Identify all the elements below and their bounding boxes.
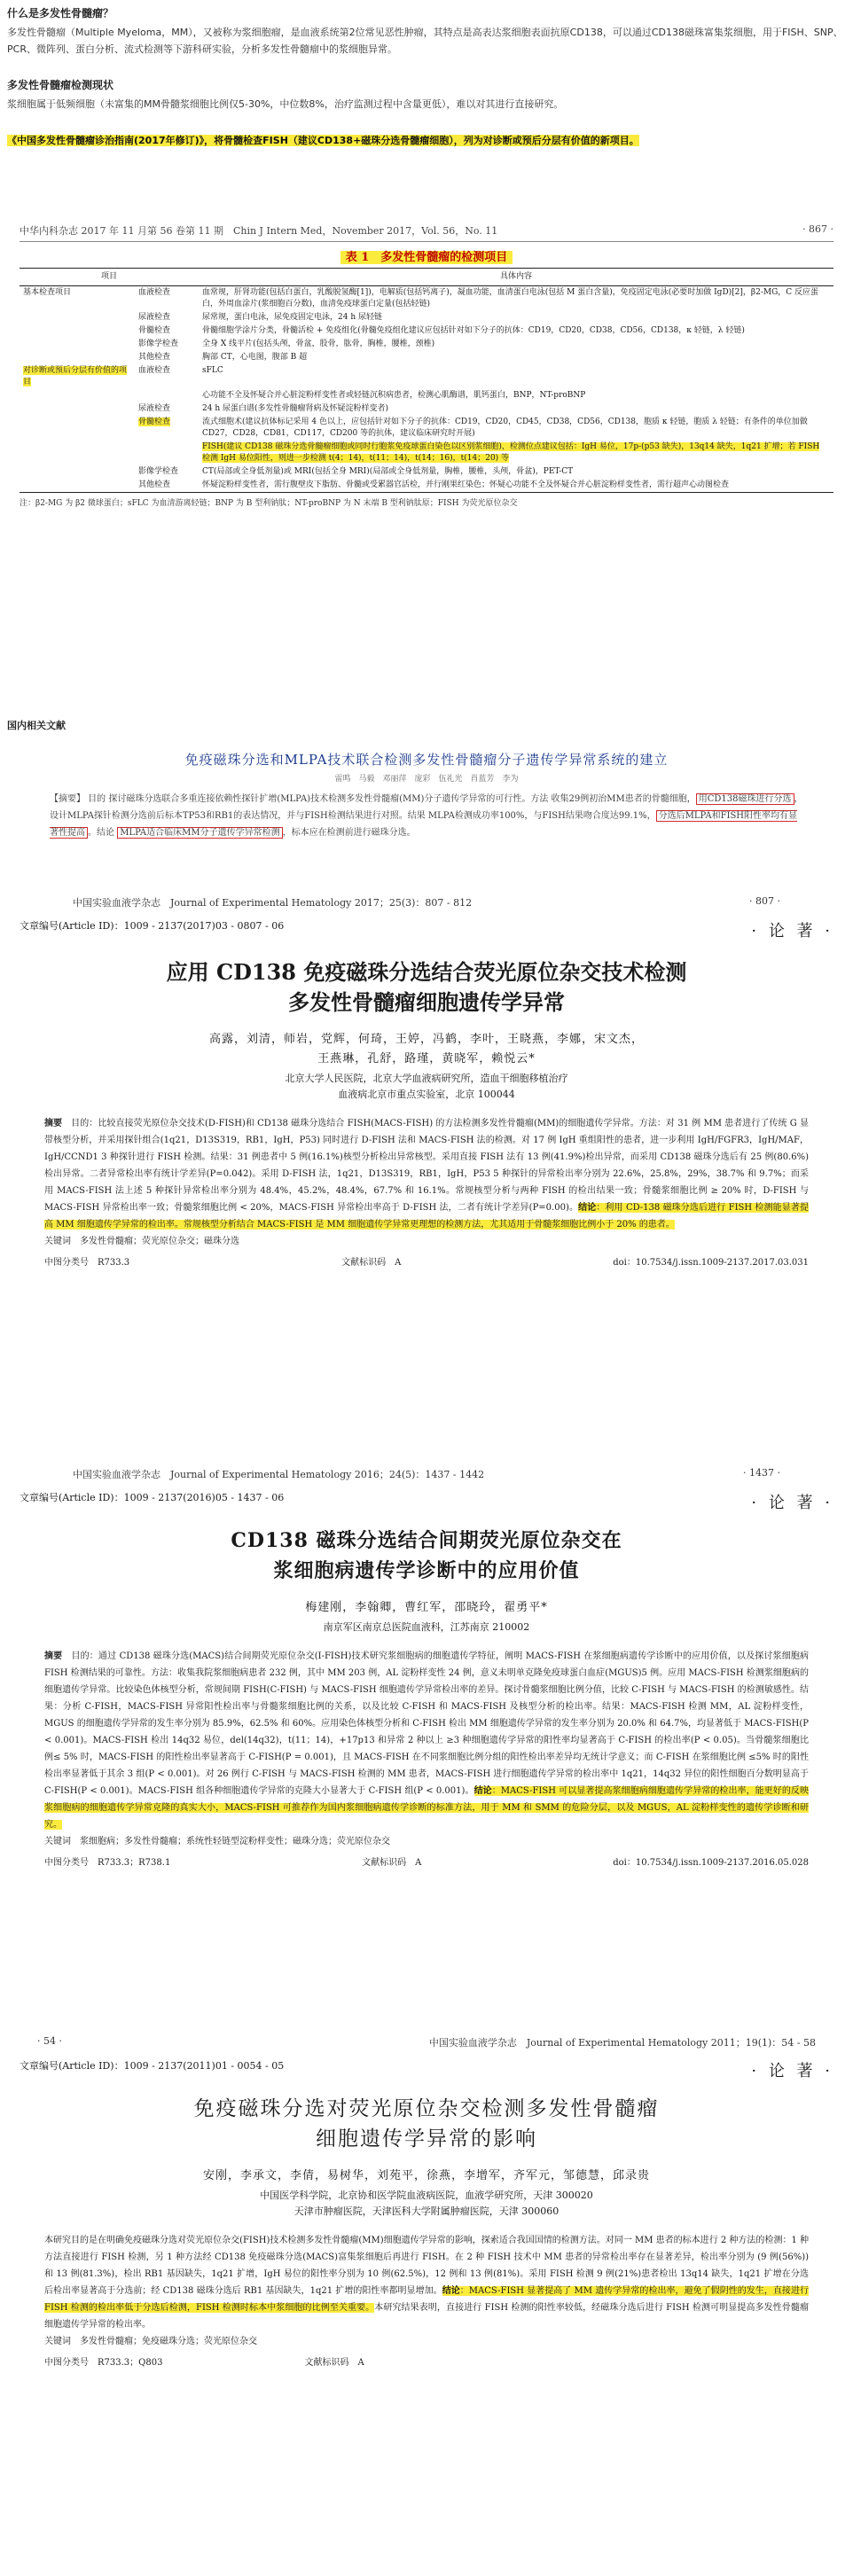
article-number-row [20,1490,833,1513]
journal-name: 中国实验血液学杂志 Journal of Experimental Hematology 2011；19(1)：54 - 58 [428,2037,816,2049]
journal-header [20,223,833,242]
abstract-text: 【摘要】 目的 探讨磁珠分选联合多重连接依赖性探针扩增(MLPA)技术检测多发性骨髓瘤(MM)分子遗传学异常的可行性。方法 收集29例初治MM患者的骨髓细胞， [50,794,696,804]
conclusion-text: ：利用 CD-138 磁珠分选后进行 FISH 检测能显著提高 MM 细胞遗传学异常的检出率。常规核型分析结合 MACS-FISH 是 MM 细胞遗传学异常更理想的检测方法，尤其适用于骨髓浆细胞比例小于 20% 的患者。 [44,1203,809,1229]
table-cell-content [199,441,833,465]
journal-line [20,895,833,909]
paper-mlpa-abstract [20,791,833,841]
document-code: 文献标识码 A [362,1858,422,1868]
table-row [20,416,833,441]
paper-authors: 安刚，李承文，李倩，易树华，刘苑平，徐燕，李增军，齐军元，邹德慧，邱录贵 [202,2169,650,2182]
article-number-row [20,918,833,941]
table-row [20,364,833,389]
table-caption-number: 表 1 [345,251,370,264]
abstract-text: 目的：通过 CD138 磁珠分选(MACS)结合间期荧光原位杂交(I-FISH)技术研究浆细胞病的细胞遗传学特征，阐明 MACS-FISH 在浆细胞病遗传学诊断中的应用价值，以及探讨浆细胞病 FISH 检测结果的可靠性。方法：收集我院浆细胞病患者 232 例，其中 MM 203 例，AL 淀粉样变性 24 例，意义未明单克隆免疫球蛋白血症(MGUS)5 例。应用 MACS-FISH 检测浆细胞病的细胞遗传学异常。比较染色体核型分析，常规间期 FISH(C-FISH) 与 MACS-FISH 细胞遗传学异常检出率的差异。探讨骨髓浆细胞比例分值，比较 C-FISH 与 MACS-FISH 的检测敏感性。结果：分析 C-FISH，MACS-FISH 异常阳性检出率与骨髓浆细胞比例的关系，以及比较 C-FISH 和 MACS-FISH 及核型分析的检出率。结果：MACS-FISH 检测 MM，AL 淀粉样变性，MGUS 的细胞遗传学异常的发生率分别为 85.9%，62.5% 和 60%。应用染色体核型分析和 C-FISH 检出 MM 细胞遗传学异常的发生率分别为 20.0% 和 64.7%，均显著低于 MACS-FISH(P < 0.001)。MACS-FISH 检出 14q32 易位，del(14q32)，t(11；14)，+17p13 和异常 2 种以上 ≥3 种细胞遗传学异常的阳性率均显著高于 C-FISH 的检出率(P < 0.05)。当骨髓浆细胞比例≤ 5% 时，MACS-FISH 的阳性检出率显著高于 C-FISH(P = 0.001)，且 MACS-FISH 在不同浆细胞比例分组的阳性检出率差异均无统计学意义；而 C-FISH 在浆细胞比例 ≤5% 时的阳性检出率显著低于其余 3 组(P < 0.001)。对 26 例行 C-FISH 与 MACS-FISH 检测的 MM 患者，MACS-FISH 进行细胞遗传学异常的检出率中 1q21，14q32 异位的阳性细胞百分数明显高于 C-FISH(P < 0.001)。MACS-FISH 组各种细胞遗传学异常的克隆大小显著大于 C-FISH 组(P < 0.001)。 [44,1651,809,1796]
paper-macs-2011 [20,2035,833,2368]
paper-abstract [20,2232,833,2333]
table-row [20,441,833,465]
table-cell-subcategory [135,441,199,465]
content-text: FISH(建议 CD138 磁珠分选骨髓瘤细胞或同时行胞浆免疫球蛋白染色以区别浆细胞)，检测位点建议包括：IgH 易位，17p-(p53 缺失)，13q14 缺失，1q21 扩增；若 FISH 检测 IgH 易位阳性，则进一步检测 t(4；14)，t(11；14)，t(14；16)，t(14；20) 等 [202,442,820,463]
document-code: 文献标识码 A [304,2358,364,2368]
table-row [20,351,833,364]
table-cell-subcategory [135,402,199,416]
table-cell-subcategory [135,389,199,402]
affiliation-line-2: 血液病北京市重点实验室，北京 100044 [338,1089,515,1100]
table-cell-subcategory [135,324,199,338]
table-body [20,286,833,493]
intro-section [7,5,846,149]
content-text: 血常规，肝肾功能(包括白蛋白，乳酸脱氢酶[1])，电解质(包括钙离子)，凝血功能，血清蛋白电泳(包括 M 蛋白含量)，免疫固定电泳(必要时加做 IgD)[2]，β2-MG，C 反应蛋白，外周血涂片(浆细胞百分数)，血清免疫球蛋白定量(包括轻链) [202,288,819,308]
table-row [20,479,833,493]
table-cell-category [20,364,135,389]
intro-paragraph-2: 浆细胞属于低频细胞（未富集的MM骨髓浆细胞比例仅5-30%，中位数8%，治疗监测过程中含量更低），难以对其进行直接研究。 [7,98,564,110]
table-cell-category [20,338,135,351]
table-cell-content [199,402,833,416]
table-row [20,338,833,351]
table-header-content: 具体内容 [199,269,833,286]
abstract-label: 摘要 [44,1119,63,1128]
document-code: 文献标识码 A [341,1258,402,1268]
classification-code: 中图分类号 R733.3；Q803 [44,2358,163,2368]
domestic-literature-label: 国内相关文献 [7,720,66,731]
conclusion-text: ：MACS-FISH 可以显著提高浆细胞病细胞遗传学异常的检出率，能更好的反映浆细胞病的细胞遗传学异常克隆的真实大小，MACS-FISH 可推荐作为国内浆细胞病遗传学诊断的标准方法，用于 MM 和 SMM 的危险分层，以及 MGUS，AL 淀粉样变性的遗传学诊断和研究。 [44,1786,810,1830]
highlight-box-positive-rate: 分选后MLPA和FISH阳性率均有显著性提高 [50,811,798,838]
paper-title-line-1: 免疫磁珠分选对荧光原位杂交检测多发性骨髓瘤 [193,2097,660,2120]
table-header-item: 项目 [20,269,199,286]
subcategory-label: 其他检查 [138,480,171,489]
paper-keywords: 关键词 多发性骨髓瘤；荧光原位杂交；磁珠分选 [44,1237,239,1246]
subcategory-label: 其他检查 [138,353,171,362]
paper-cd138-2016 [20,1467,833,1868]
table-caption-text: 多发性骨髓瘤的检测项目 [380,251,508,264]
table-row [20,402,833,416]
subcategory-label: 骨髓检查 [138,326,171,335]
highlighted-category: 对诊断或预后分层有价值的项目 [23,366,128,386]
table-cell-category [20,479,135,493]
abstract-text: ，标本应在检测前进行磁珠分选。 [282,828,416,838]
table-cell-subcategory [135,286,199,312]
table-cell-content [199,416,833,441]
table-cell-content [199,389,833,402]
authors-line-1: 高露，刘清，师岩，党辉，何琦，王婷，冯鹤，李叶，王晓燕，李娜，宋文杰， [208,1033,644,1046]
table-cell-category [20,389,135,402]
abstract-tail: 本研究结果表明，直接进行 FISH 检测的阳性率较低，经磁珠分选后进行 FISH 检测可明显提高多发性骨髓瘤细胞遗传学异常的检出率。 [44,2303,809,2330]
table-cell-category [20,416,135,441]
guideline-statement [7,132,846,149]
table-cell-category [20,441,135,465]
table-cell-subcategory [135,364,199,389]
content-text: 尿常规，蛋白电泳，尿免疫固定电泳，24 h 尿轻链 [202,313,382,322]
affiliation-line-2: 天津市肿瘤医院，天津医科大学附属肿瘤医院，天津 300060 [293,2205,560,2217]
table-caption [20,247,833,264]
table-cell-content [199,324,833,338]
table-cell-content [199,364,833,389]
table-cell-subcategory [135,416,199,441]
table-cell-content [199,311,833,324]
article-number-row [20,2058,833,2081]
journal-line [20,2035,833,2049]
intro-question-2: 多发性骨髓瘤检测现状 [7,79,114,91]
paper-title-line-2: 浆细胞病遗传学诊断中的应用价值 [273,1559,580,1582]
content-text: 24 h 尿蛋白谱(多发性骨髓瘤肾病及怀疑淀粉样变者) [202,404,388,413]
content-text: 骨髓细胞学涂片分类，骨髓活检 + 免疫组化(骨髓免疫组化建议应包括针对如下分子的抗体：CD19，CD20，CD38，CD56，CD138，κ 轻链，λ 轻链) [202,326,745,335]
journal-name: 中国实验血液学杂志 Journal of Experimental Hematology 2016；24(5)：1437 - 1442 [73,1469,485,1480]
highlight-box-conclusion: MLPA适合临床MM分子遗传学异常检测 [117,827,282,839]
highlight-box-sorting: 用CD138磁珠进行分选 [696,793,794,805]
doi: doi：10.7534/j.issn.1009-2137.2017.03.031 [613,1258,809,1268]
paper-title-line-2: 细胞遗传学异常的影响 [316,2127,537,2151]
article-type-tag: · 论 著 · [751,922,833,941]
paper-classification [20,2354,833,2368]
table-cell-category [20,402,135,416]
doi: doi：10.7534/j.issn.1009-2137.2016.05.028 [613,1858,809,1868]
table-cell-subcategory [135,311,199,324]
table-cell-subcategory [135,338,199,351]
table-cell-subcategory [135,465,199,479]
journal-header-right: · 867 · [802,223,833,235]
subcategory-label: 尿液检查 [138,404,171,413]
authors-line-2: 王燕琳，孔舒，路瑾，黄晓军，赖悦云* [317,1052,536,1066]
conclusion-text: ：MACS-FISH 显著提高了 MM 遗传学异常的检出率，避免了假阴性的发生，直接进行 FISH 检测的检出率低于分选后检测，FISH 检测时标本中浆细胞的比例至关重要。 [44,2286,809,2313]
paper-authors [20,1030,833,1069]
paper-keywords: 关键词 浆细胞病；多发性骨髓瘤；系统性轻链型淀粉样变性；磁珠分选；荧光原位杂交 [44,1837,390,1846]
table-cell-category [20,324,135,338]
paper-affiliation [20,2188,833,2220]
paper-title [20,2094,833,2154]
article-type-tag: · 论 著 · [751,2062,833,2080]
article-type-tag: · 论 著 · [751,1494,833,1512]
table-cell-subcategory [135,479,199,493]
article-number: 文章编号(Article ID)：1009 - 2137(2011)01 - 0054 - 05 [20,2060,285,2072]
detection-items-table [20,268,833,493]
subcategory-label: 血液检查 [138,366,171,375]
subcategory-label: 影像学检查 [138,467,179,476]
abstract-label: 摘要 [44,1651,63,1661]
article-number: 文章编号(Article ID)：1009 - 2137(2016)05 - 1437 - 06 [20,1492,285,1503]
table-cell-category: 基本检查项目 [23,288,72,297]
table-row [20,311,833,324]
guideline-highlight: 《中国多发性骨髓瘤诊治指南(2017年修订)》，将骨髓检查FISH（建议CD138+磁珠分选骨髓瘤细胞），列为对诊断或预后分层有价值的新项目。 [7,135,639,146]
conclusion-label: 结论 [578,1203,597,1213]
paper-keywords: 关键词 多发性骨髓瘤；免疫磁珠分选；荧光原位杂交 [44,2337,257,2346]
journal-line [20,1467,833,1481]
table-row [20,286,833,312]
abstract-text: ，设计MLPA探针检测分选前后标本TP53和RB1的表达情况，并与FISH检测结果进行对照。结果 MLPA检测成功率100%，与FISH结果吻合度达99.1%， [50,794,803,821]
article-number: 文章编号(Article ID)：1009 - 2137(2017)03 - 0807 - 06 [20,920,285,932]
page-number: · 54 · [37,2035,62,2047]
table-cell-category [20,351,135,364]
journal-header-left: 中华内科杂志 2017 年 11 月第 56 卷第 11 期 Chin J Intern Med，November 2017，Vol. 56，No. 11 [20,225,498,237]
intro-question-1: 什么是多发性骨髓瘤？ [7,7,114,20]
table-cell-content [199,465,833,479]
abstract-text: 目的：比较直接荧光原位杂交技术(D-FISH)和 CD138 磁珠分选结合 FISH(MACS-FISH) 的方法检测多发性骨髓瘤(MM)的细胞遗传学异常。方法：对 31 例 MM 患者进行了传统 G 显带核型分析，并采用探针组合(1q21，D13S319，RB1，IgH，P53) 同时进行 D-FISH 法和 MACS-FISH 法的检测。对 17 例 IgH 重组阳性的患者，进一步利用 IgH/FGFR3，IgH/MAF，IgH/CCND1 3 种探针进行 FISH 检测。结果：31 例患者中 5 例(16.1%)核型分析检出异常核型。采用直接 FISH 法有 13 例(41.9%)检出异常，而采用 CD138 磁珠分选后有 25 例(80.6%)检出异常。二者异常检出率有统计学差异(P=0.042)。采用 D-FISH 法，1q21，D13S319，RB1，IgH，P53 5 种探针的异常检出率分别为 22.6%，25.8%，29%，38.7% 和 9.7%；而采用 MACS-FISH 法上述 5 种探针异常检出率分别为 48.4%，45.2%，48.4%，67.7% 和 16.1%。常规核型分析与两种 FISH 的检出结果一致；骨髓浆细胞比例 ≥ 20% 时，D-FISH 与 MACS-FISH 异常检出率一致；骨髓浆细胞比例 < 20%，MACS-FISH 异常检出率高于 D-FISH 法，二者有统计学差异(P=0.00)。 [44,1119,810,1213]
table-cell-content [199,286,833,312]
paper-affiliation [20,1071,833,1103]
table-cell-subcategory [135,351,199,364]
subcategory-label: 影像学检查 [138,340,179,348]
abstract-text: 本研究目的是在明确免疫磁珠分选对荧光原位杂交(FISH)技术检测多发性骨髓瘤(MM)细胞遗传学异常的影响，探索适合我国国情的检测方法。对同一 MM 患者的标本进行 2 种方法的检测：1 种方法直接进行 FISH 检测，另 1 种方法经 CD138 免疫磁珠分选(MACS)富集浆细胞后再进行 FISH。在 2 种 FISH 技术中 MM 患者的异常检出率存在显著差异，检出率分别为 (9 例(56%)) 和 13 例(81.3%)，检出 RB1 基因缺失，1q21 扩增，IgH 易位的阳性率分别为 10 例(62.5%)，12 例和 13 例(81%)。采用 FISH 检测 9 例(21%)患者检出 13q14 缺失，1q21 扩增在分选后检出率显著高于分选前；经 CD138 磁珠分选后 RB1 基因缺失，1q21 扩增的阳性率都明显增加。 [44,2236,809,2296]
content-text: sFLC [202,366,223,375]
content-text: CT(局部或全身低剂量)或 MRI(包括全身 MRI)(局部或全身低剂量，胸椎，腰椎，头颅，骨盆)，PET-CT [202,467,574,476]
paper-classification [20,1854,833,1868]
table-cell-content [199,351,833,364]
paper-title-line-2: 多发性骨髓瘤细胞遗传学异常 [288,989,565,1015]
paper-authors: 梅建刚，李翰卿，曹红军，邵晓玲，翟勇平* [305,1601,548,1614]
table-cell-category [20,465,135,479]
paper-mlpa-title: 免疫磁珠分选和MLPA技术联合检测多发性骨髓瘤分子遗传学异常系统的建立 [184,752,669,768]
paper-mlpa-authors: 雷鸣 马毅 邓丽萍 庞彩 伍礼光 肖蓝芳 李为 [334,775,519,784]
content-text: 心功能不全及怀疑合并心脏淀粉样变性者或轻链沉积病患者，检测心肌酶谱，肌钙蛋白，BNP，NT-proBNP [202,391,586,400]
affiliation-line-1: 中国医学科学院，北京协和医学院血液病医院，血液学研究所，天津 300020 [260,2190,593,2201]
classification-code: 中图分类号 R733.3 [44,1258,130,1268]
subcategory-label: 尿液检查 [138,313,171,322]
table-cell-content [199,479,833,493]
intro-paragraph-1: 多发性骨髓瘤（Multiple Myeloma，MM），又被称为浆细胞瘤，是血液系统第2位常见恶性肿瘤，其特点是高表达浆细胞表面抗原CD138，可以通过CD138磁珠富集浆细胞，用于FISH、SNP、PCR、微阵列、蛋白分析、流式检测等下游科研实验，分析多发性骨髓瘤中的浆细胞异常。 [7,27,843,55]
conclusion-label: 结论 [442,2286,460,2296]
paper-abstract [20,1648,833,1833]
paper-affiliation: 南京军区南京总医院血液科，江苏南京 210002 [323,1621,530,1633]
table-cell-category [20,311,135,324]
page-number: · 1437 · [743,1467,780,1479]
table-row [20,465,833,479]
journal-name: 中国实验血液学杂志 Journal of Experimental Hematology 2017；25(3)：807 - 812 [73,897,473,909]
table-row [20,324,833,338]
conclusion-label: 结论 [473,1786,492,1796]
classification-code: 中图分类号 R733.3；R738.1 [44,1858,171,1868]
paper-title [20,1526,833,1586]
page-number: · 807 · [749,895,780,907]
guideline-table-scan [20,223,833,508]
content-text: 胸部 CT，心电图，腹部 B 超 [202,353,308,362]
content-text: 流式细胞术(建议抗体标记采用 4 色以上，应包括针对如下分子的抗体：CD19，CD20，CD45，CD38，CD56，CD138，胞质 κ 轻链，胞质 λ 轻链；有条件的单位加做 CD27，CD28，CD81，CD117，CD200 等的抗体，建议临床研究时开展) [202,418,808,438]
abstract-text: 。结论 [88,828,118,838]
table-footnote: 注：β2-MG 为 β2 微球蛋白；sFLC 为血清游离轻链；BNP 为 B 型利钠肽；NT-proBNP 为 N 末端 B 型利钠肽原；FISH 为荧光原位杂交 [20,499,518,508]
paper-classification [20,1254,833,1268]
paper-title [20,957,833,1018]
table-row [20,389,833,402]
paper-cd138-2017 [20,895,833,1268]
subcategory-label: 血液检查 [138,288,171,297]
subcategory-label: 骨髓检查 [138,418,171,426]
affiliation-line-1: 北京大学人民医院，北京大学血液病研究所，造血干细胞移植治疗 [285,1073,568,1084]
table-cell-content [199,338,833,351]
paper-title-line-1: CD138 磁珠分选结合间期荧光原位杂交在 [231,1529,622,1552]
paper-abstract [20,1115,833,1233]
paper-mlpa [20,750,833,841]
content-text: 全身 X 线平片(包括头颅，骨盆，股骨，肱骨，胸椎，腰椎，颈椎) [202,340,435,348]
content-text: 怀疑淀粉样变性者，需行腹壁皮下脂肪、骨髓或受累器官活检，并行刚果红染色；怀疑心功能不全及怀疑合并心脏淀粉样变性者，需行超声心动图检查 [202,480,730,489]
paper-title-line-1: 应用 CD138 免疫磁珠分选结合荧光原位杂交技术检测 [166,959,687,985]
